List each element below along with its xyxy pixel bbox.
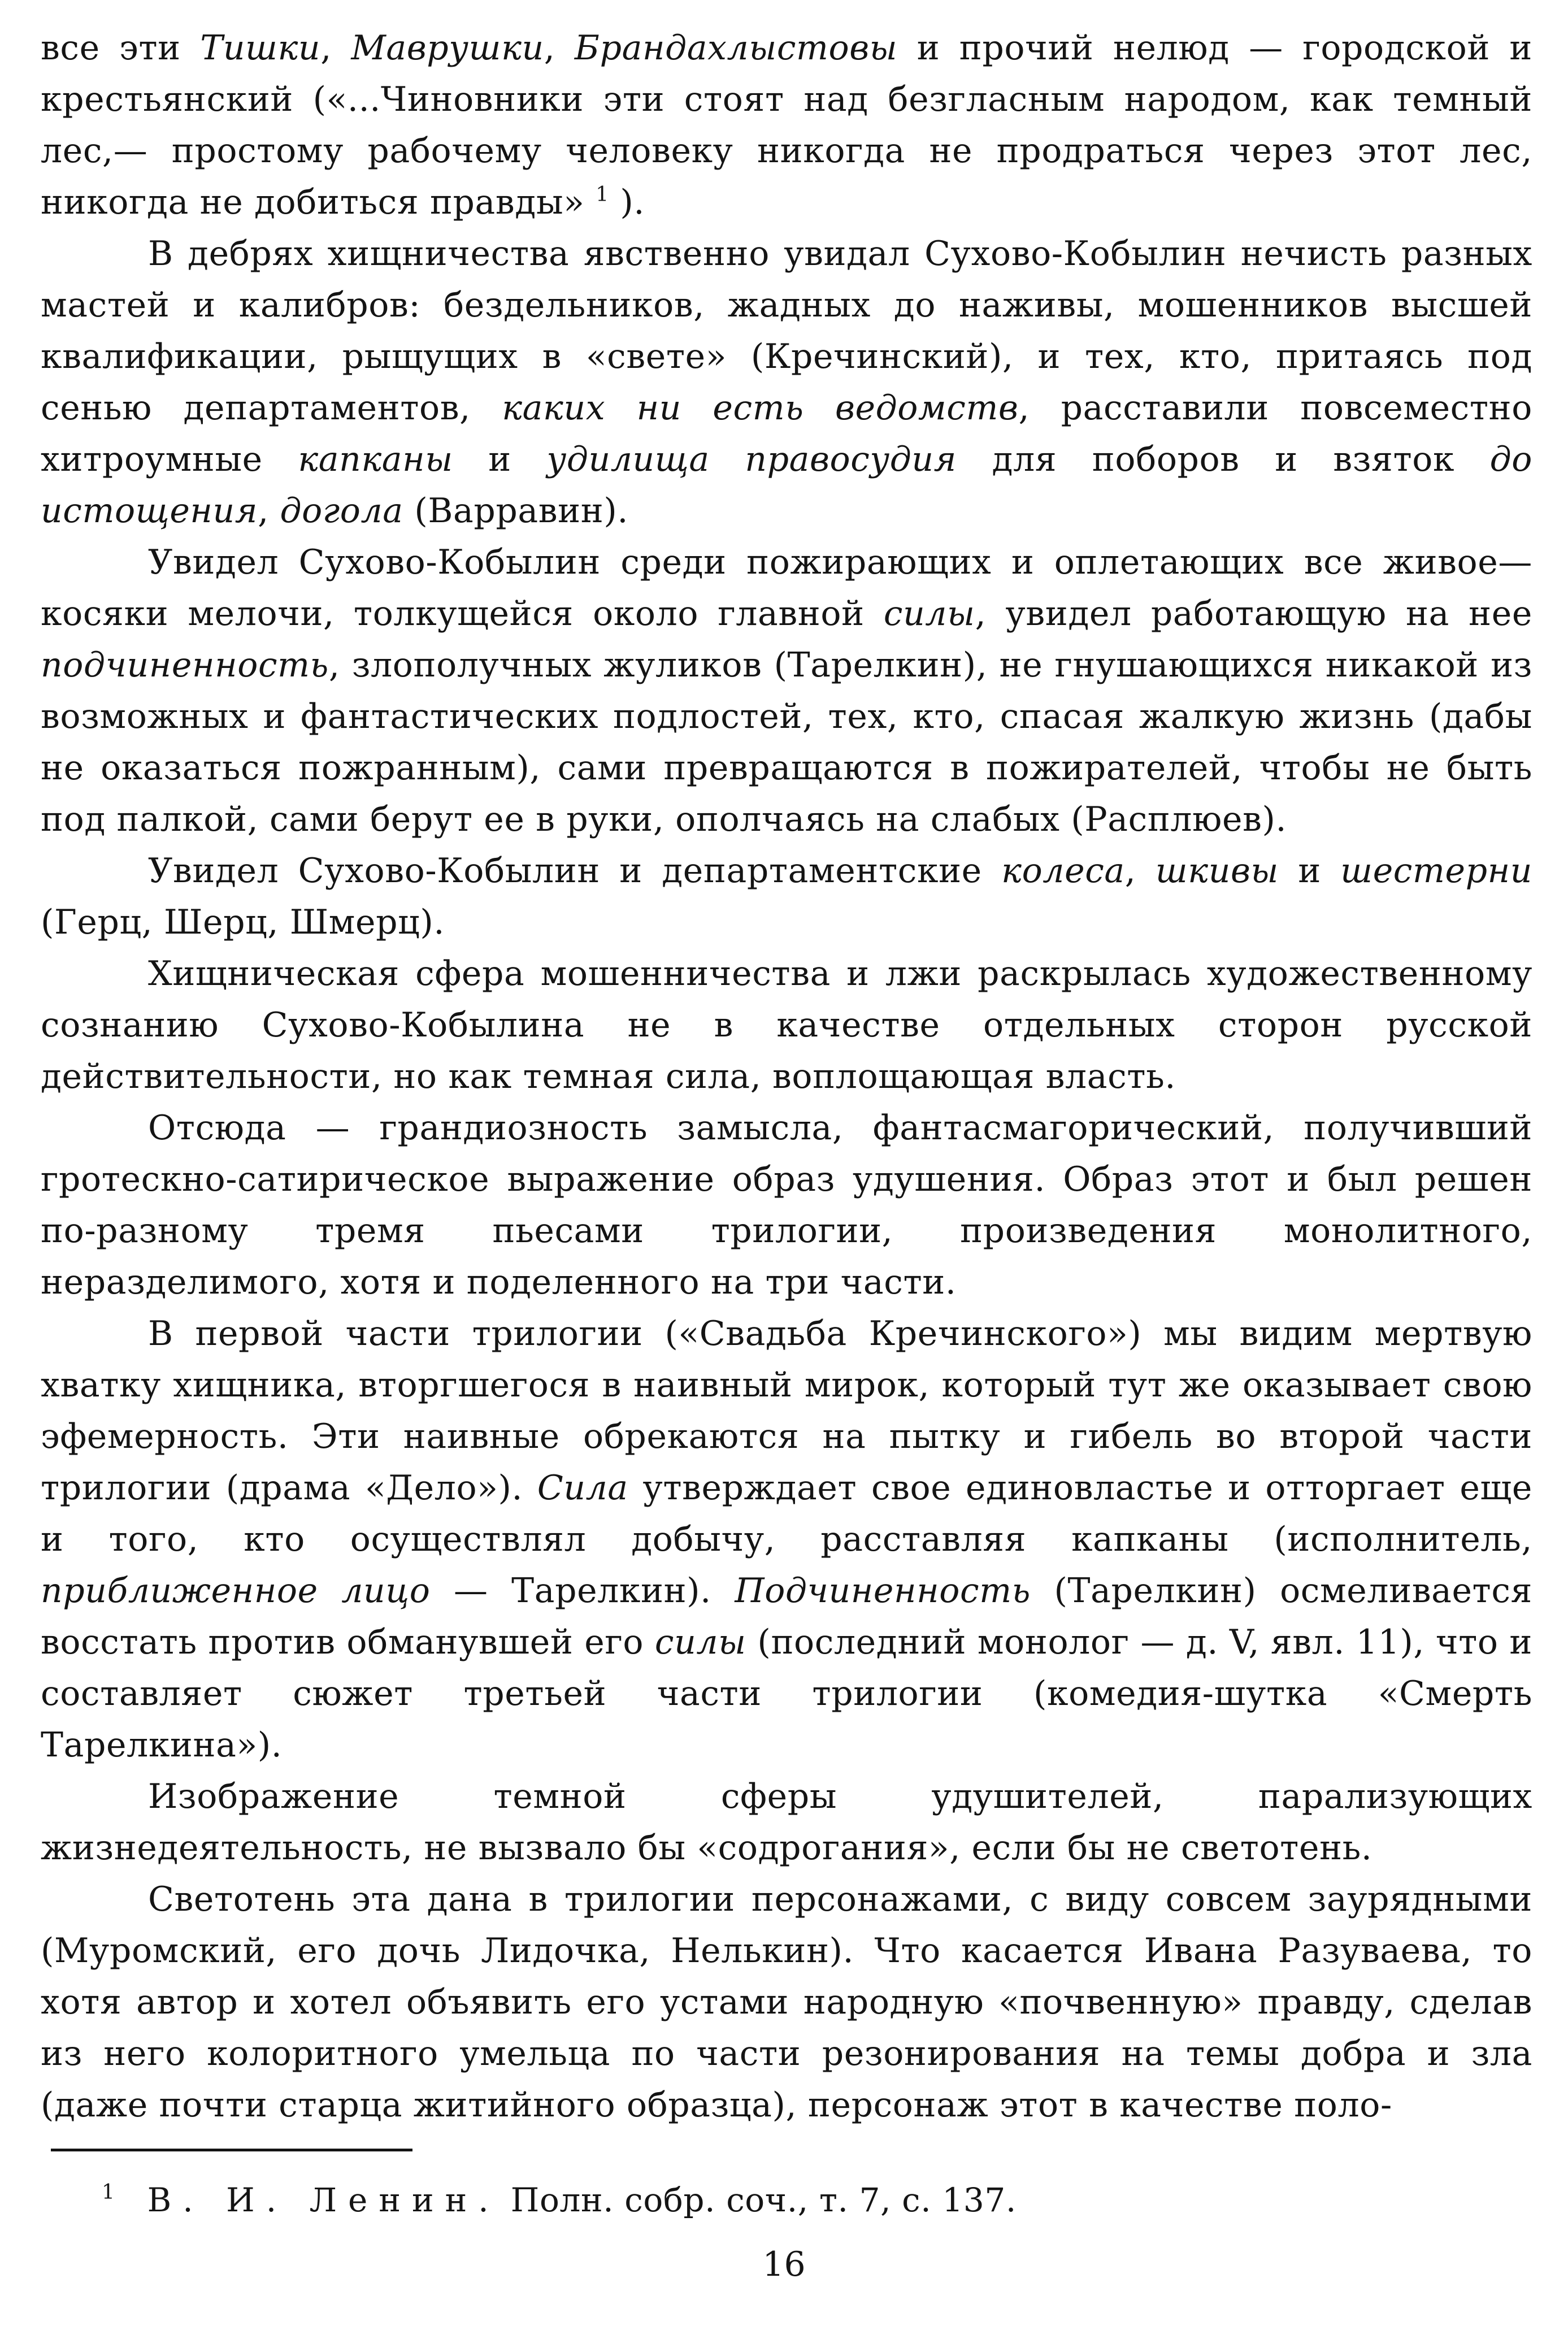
- text-run: , увидел работающую на нее: [975, 594, 1532, 634]
- italic-text: догола: [280, 491, 403, 531]
- text-run: Отсюда — грандиозность замысла, фантасмагорический, получивший гротескно-сатирическое выражение образ удушения. Образ этот и был решен по-разному тремя пьесами трилогии, произведения монолитного, неразделимого, хотя и поделенного на три части.: [41, 1108, 1532, 1302]
- footnote-text: Полн. собр. соч., т. 7, с. 137.: [510, 2181, 1017, 2219]
- paragraph: [41, 845, 1532, 948]
- paragraph: [41, 23, 1532, 228]
- text-run: (Герц, Шерц, Шмерц).: [41, 903, 445, 942]
- text-run: ,: [544, 28, 575, 68]
- text-run: для поборов и взяток: [957, 440, 1490, 479]
- footnote-author: В. И. Ленин.: [147, 2181, 500, 2219]
- text-run: (последний монолог — д. V, явл. 11), что и составляет сюжет третьей части трилогии (комедия-шутка «Смерть Тарелкина»).: [41, 1622, 1532, 1765]
- footnote-reference: 1: [596, 183, 609, 206]
- paragraph: [41, 228, 1532, 537]
- text-run: Светотень эта дана в трилогии персонажами, с виду совсем заурядными (Муромский, его дочь Лидочка, Нелькин). Что касается Ивана Разуваева, то хотя автор и хотел объявить его устами народную «почвенную» правду, сделав из него колоритного умельца по части резонирования на темы добра и зла (даже почти старца житийного образца), персонаж этот в качестве поло-: [41, 1880, 1532, 2125]
- italic-text: до истощения: [41, 440, 1532, 531]
- text-run: ,: [1124, 851, 1156, 891]
- text-run: Увидел Сухово-Кобылин и департаментские: [148, 851, 1002, 891]
- text-run: В первой части трилогии («Свадьба Кречинского») мы видим мертвую хватку хищника, вторгшегося в наивный мирок, который тут же оказывает свою эфемерность. Эти наивные обрекаются на пытку и гибель во второй части трилогии (драма «Дело»).: [41, 1314, 1532, 1508]
- text-run: Увидел Сухово-Кобылин среди пожирающих и оплетающих все живое— косяки мелочи, толкущейся около главной: [41, 543, 1532, 634]
- paragraph: [41, 1874, 1532, 2131]
- italic-text: шестерни: [1340, 851, 1532, 891]
- paragraph: [41, 1771, 1532, 1874]
- italic-text: силы: [654, 1622, 746, 1662]
- italic-text: колеса: [1001, 851, 1125, 891]
- paragraph: [41, 537, 1532, 845]
- italic-text: силы: [883, 594, 975, 634]
- text-run: — Тарелкин).: [430, 1571, 735, 1611]
- italic-text: подчиненность: [41, 645, 329, 685]
- page-number: 16: [762, 2245, 806, 2284]
- text-run: и: [453, 440, 547, 479]
- text-run: (Варравин).: [403, 491, 629, 531]
- text-run: , расставили повсеместно хитроумные: [41, 388, 1532, 479]
- text-run: и прочий нелюд — городской и крестьянский («...Чиновники эти стоят над безгласным народом, как темный лес,— простому рабочему человеку никогда не продраться через этот лес, никогда не добиться правды»: [41, 28, 1532, 222]
- text-run: все эти: [41, 28, 201, 68]
- footnote: [102, 2175, 1017, 2225]
- text-run: ,: [258, 491, 280, 531]
- italic-text: каких ни есть ведомств: [502, 388, 1019, 428]
- paragraph: [41, 1308, 1532, 1771]
- italic-text: Тишки: [200, 28, 321, 68]
- text-run: (Тарелкин) осмеливается восстать против обманувшей его: [41, 1571, 1532, 1662]
- footnote-separator: [51, 2149, 412, 2151]
- italic-text: капканы: [298, 440, 453, 479]
- text-run: ,: [320, 28, 351, 68]
- paragraph: [41, 948, 1532, 1103]
- italic-text: Маврушки: [351, 28, 544, 68]
- text-run: ).: [609, 183, 645, 222]
- paragraph: [41, 1103, 1532, 1308]
- text-run: и: [1278, 851, 1341, 891]
- footnote-marker: 1: [102, 2181, 115, 2204]
- text-run: Хищническая сфера мошенничества и лжи раскрылась художественному сознанию Сухово-Кобылина не в качестве отдельных сторон русской действительности, но как темная сила, воплощающая власть.: [41, 954, 1532, 1096]
- italic-text: шкивы: [1155, 851, 1279, 891]
- text-run: В дебрях хищничества явственно увидал Сухово-Кобылин нечисть разных мастей и калибров: бездельников, жадных до наживы, мошенников высшей квалификации, рыщущих в «свете» (Кречинский), и тех, кто, притаясь под сенью департаментов,: [41, 234, 1532, 428]
- page-body: [41, 23, 1532, 2131]
- italic-text: приближенное лицо: [41, 1571, 431, 1611]
- text-run: Изображение темной сферы удушителей, парализующих жизнедеятельность, не вызвало бы «содрогания», если бы не светотень.: [41, 1777, 1532, 1868]
- italic-text: Брандахлыстовы: [574, 28, 898, 68]
- italic-text: Сила: [537, 1468, 628, 1508]
- italic-text: Подчиненность: [735, 1571, 1031, 1611]
- italic-text: удилища правосудия: [546, 440, 957, 479]
- text-run: утверждает свое единовластье и отторгает еще и того, кто осуществлял добычу, расставляя капканы (исполнитель,: [41, 1468, 1533, 1559]
- text-run: , злополучных жуликов (Тарелкин), не гнушающихся никакой из возможных и фантастических подлостей, тех, кто, спасая жалкую жизнь (дабы не оказаться пожранным), сами превращаются в пожирателей, чтобы не быть под палкой, сами берут ее в руки, ополчаясь на слабых (Расплюев).: [41, 645, 1532, 839]
